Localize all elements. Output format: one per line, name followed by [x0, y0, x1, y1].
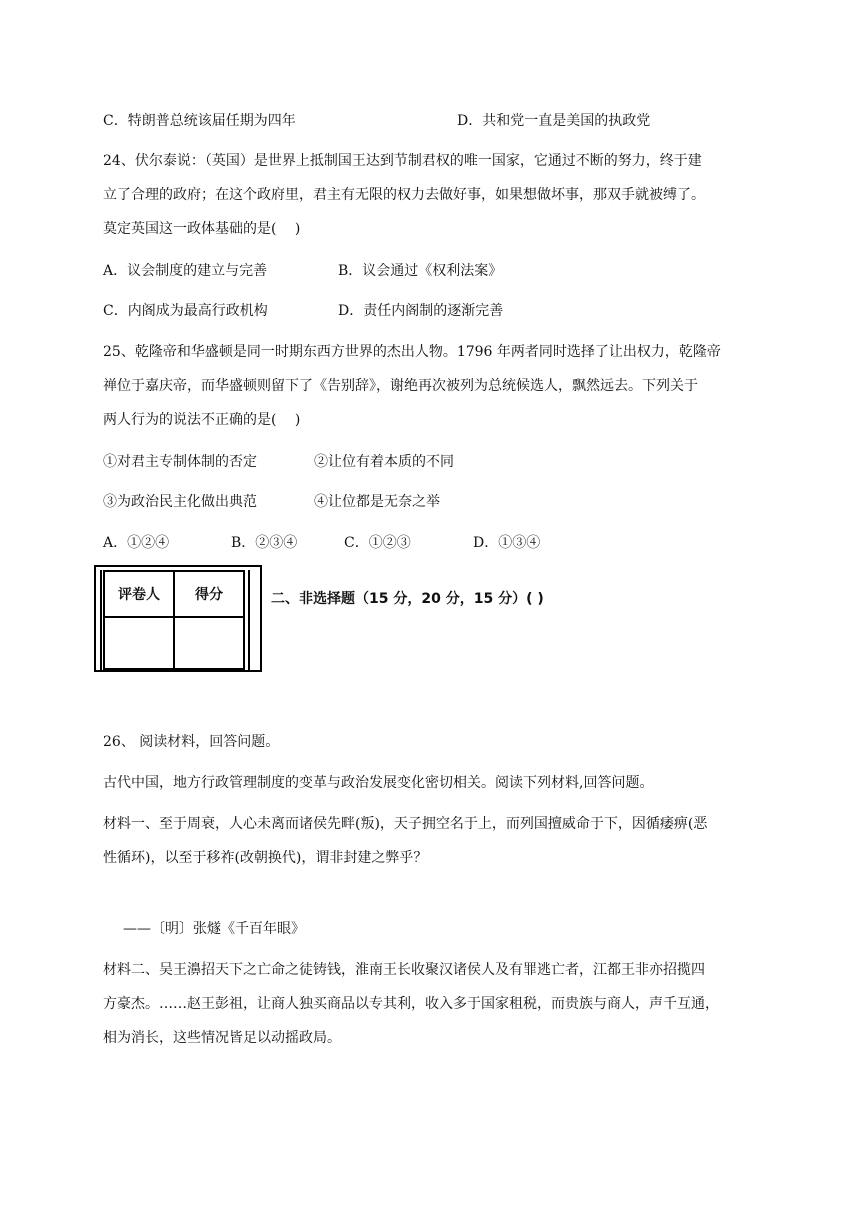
question-25-line-2: 禅位于嘉庆帝，而华盛顿则留下了《告别辞》，谢绝再次被列为总统候选人，飘然远去。下列关于	[103, 378, 698, 394]
grader-cell	[104, 617, 174, 669]
option-a-q24: A．议会制度的建立与完善	[103, 263, 268, 279]
option-c-q23: C．特朗普总统该届任期为四年	[103, 113, 296, 129]
statement-1-q25: ①对君主专制体制的否定	[103, 454, 257, 470]
option-d-q25: D．①③④	[473, 535, 541, 551]
score-cell	[174, 617, 244, 669]
question-25-line-1: 25、乾隆帝和华盛顿是同一时期东西方世界的杰出人物。1796 年两者同时选择了让出权力，乾隆帝	[103, 344, 721, 360]
statement-2-q25: ②让位有着本质的不同	[314, 454, 454, 470]
question-25-line-3: 两人行为的说法不正确的是( )	[103, 412, 301, 428]
question-26-intro: 古代中国，地方行政管理制度的变革与政治发展变化密切相关。阅读下列材料,回答问题。	[103, 775, 654, 791]
material-1-source: ——〔明〕张燧《千百年眼》	[123, 921, 305, 937]
option-d-q23: D．共和党一直是美国的执政党	[457, 113, 651, 129]
material-2-line-3: 相为消长，这些情况皆足以动摇政局。	[103, 1030, 341, 1046]
option-b-q24: B．议会通过《权利法案》	[338, 263, 503, 279]
option-d-q24: D．责任内阁制的逐渐完善	[338, 303, 504, 319]
statement-3-q25: ③为政治民主化做出典范	[103, 494, 257, 510]
question-24-line-3: 莫定英国这一政体基础的是( )	[103, 221, 301, 237]
material-2-line-2: 方豪杰。……赵王彭祖，让商人独买商品以专其利，收入多于国家租税，而贵族与商人，声千互通，	[103, 996, 719, 1012]
material-1-line-1: 材料一、至于周衰，人心未离而诸侯先畔(叛)，天子拥空名于上，而列国擅威命于下，因循痿痹(恶	[103, 816, 708, 832]
question-24-line-2: 立了合理的政府；在这个政府里，君主有无限的权力去做好事，如果想做坏事，那双手就被缚了。	[103, 187, 705, 203]
grader-label: 评卷人	[104, 571, 174, 617]
question-26-heading: 26、 阅读材料，回答问题。	[103, 734, 280, 750]
score-box	[103, 570, 245, 670]
score-label: 得分	[174, 571, 244, 617]
section-title: 二、非选择题（15 分，20 分，15 分）( )	[271, 591, 544, 607]
statement-4-q25: ④让位都是无奈之举	[314, 494, 440, 510]
option-c-q24: C．内阁成为最高行政机构	[103, 303, 268, 319]
option-a-q25: A．①②④	[103, 535, 170, 551]
material-2-line-1: 材料二、吴王濞招天下之亡命之徒铸钱，淮南王长收聚汉诸侯人及有罪逃亡者，江都王非亦招揽四	[103, 962, 705, 978]
question-24-line-1: 24、伏尔泰说：（英国）是世界上抵制国王达到节制君权的唯一国家，它通过不断的努力，终于建	[103, 153, 702, 169]
material-1-line-2: 性循环)，以至于移祚(改朝换代)，谓非封建之弊乎？	[103, 850, 428, 866]
option-c-q25: C．①②③	[344, 535, 411, 551]
option-b-q25: B．②③④	[231, 535, 298, 551]
